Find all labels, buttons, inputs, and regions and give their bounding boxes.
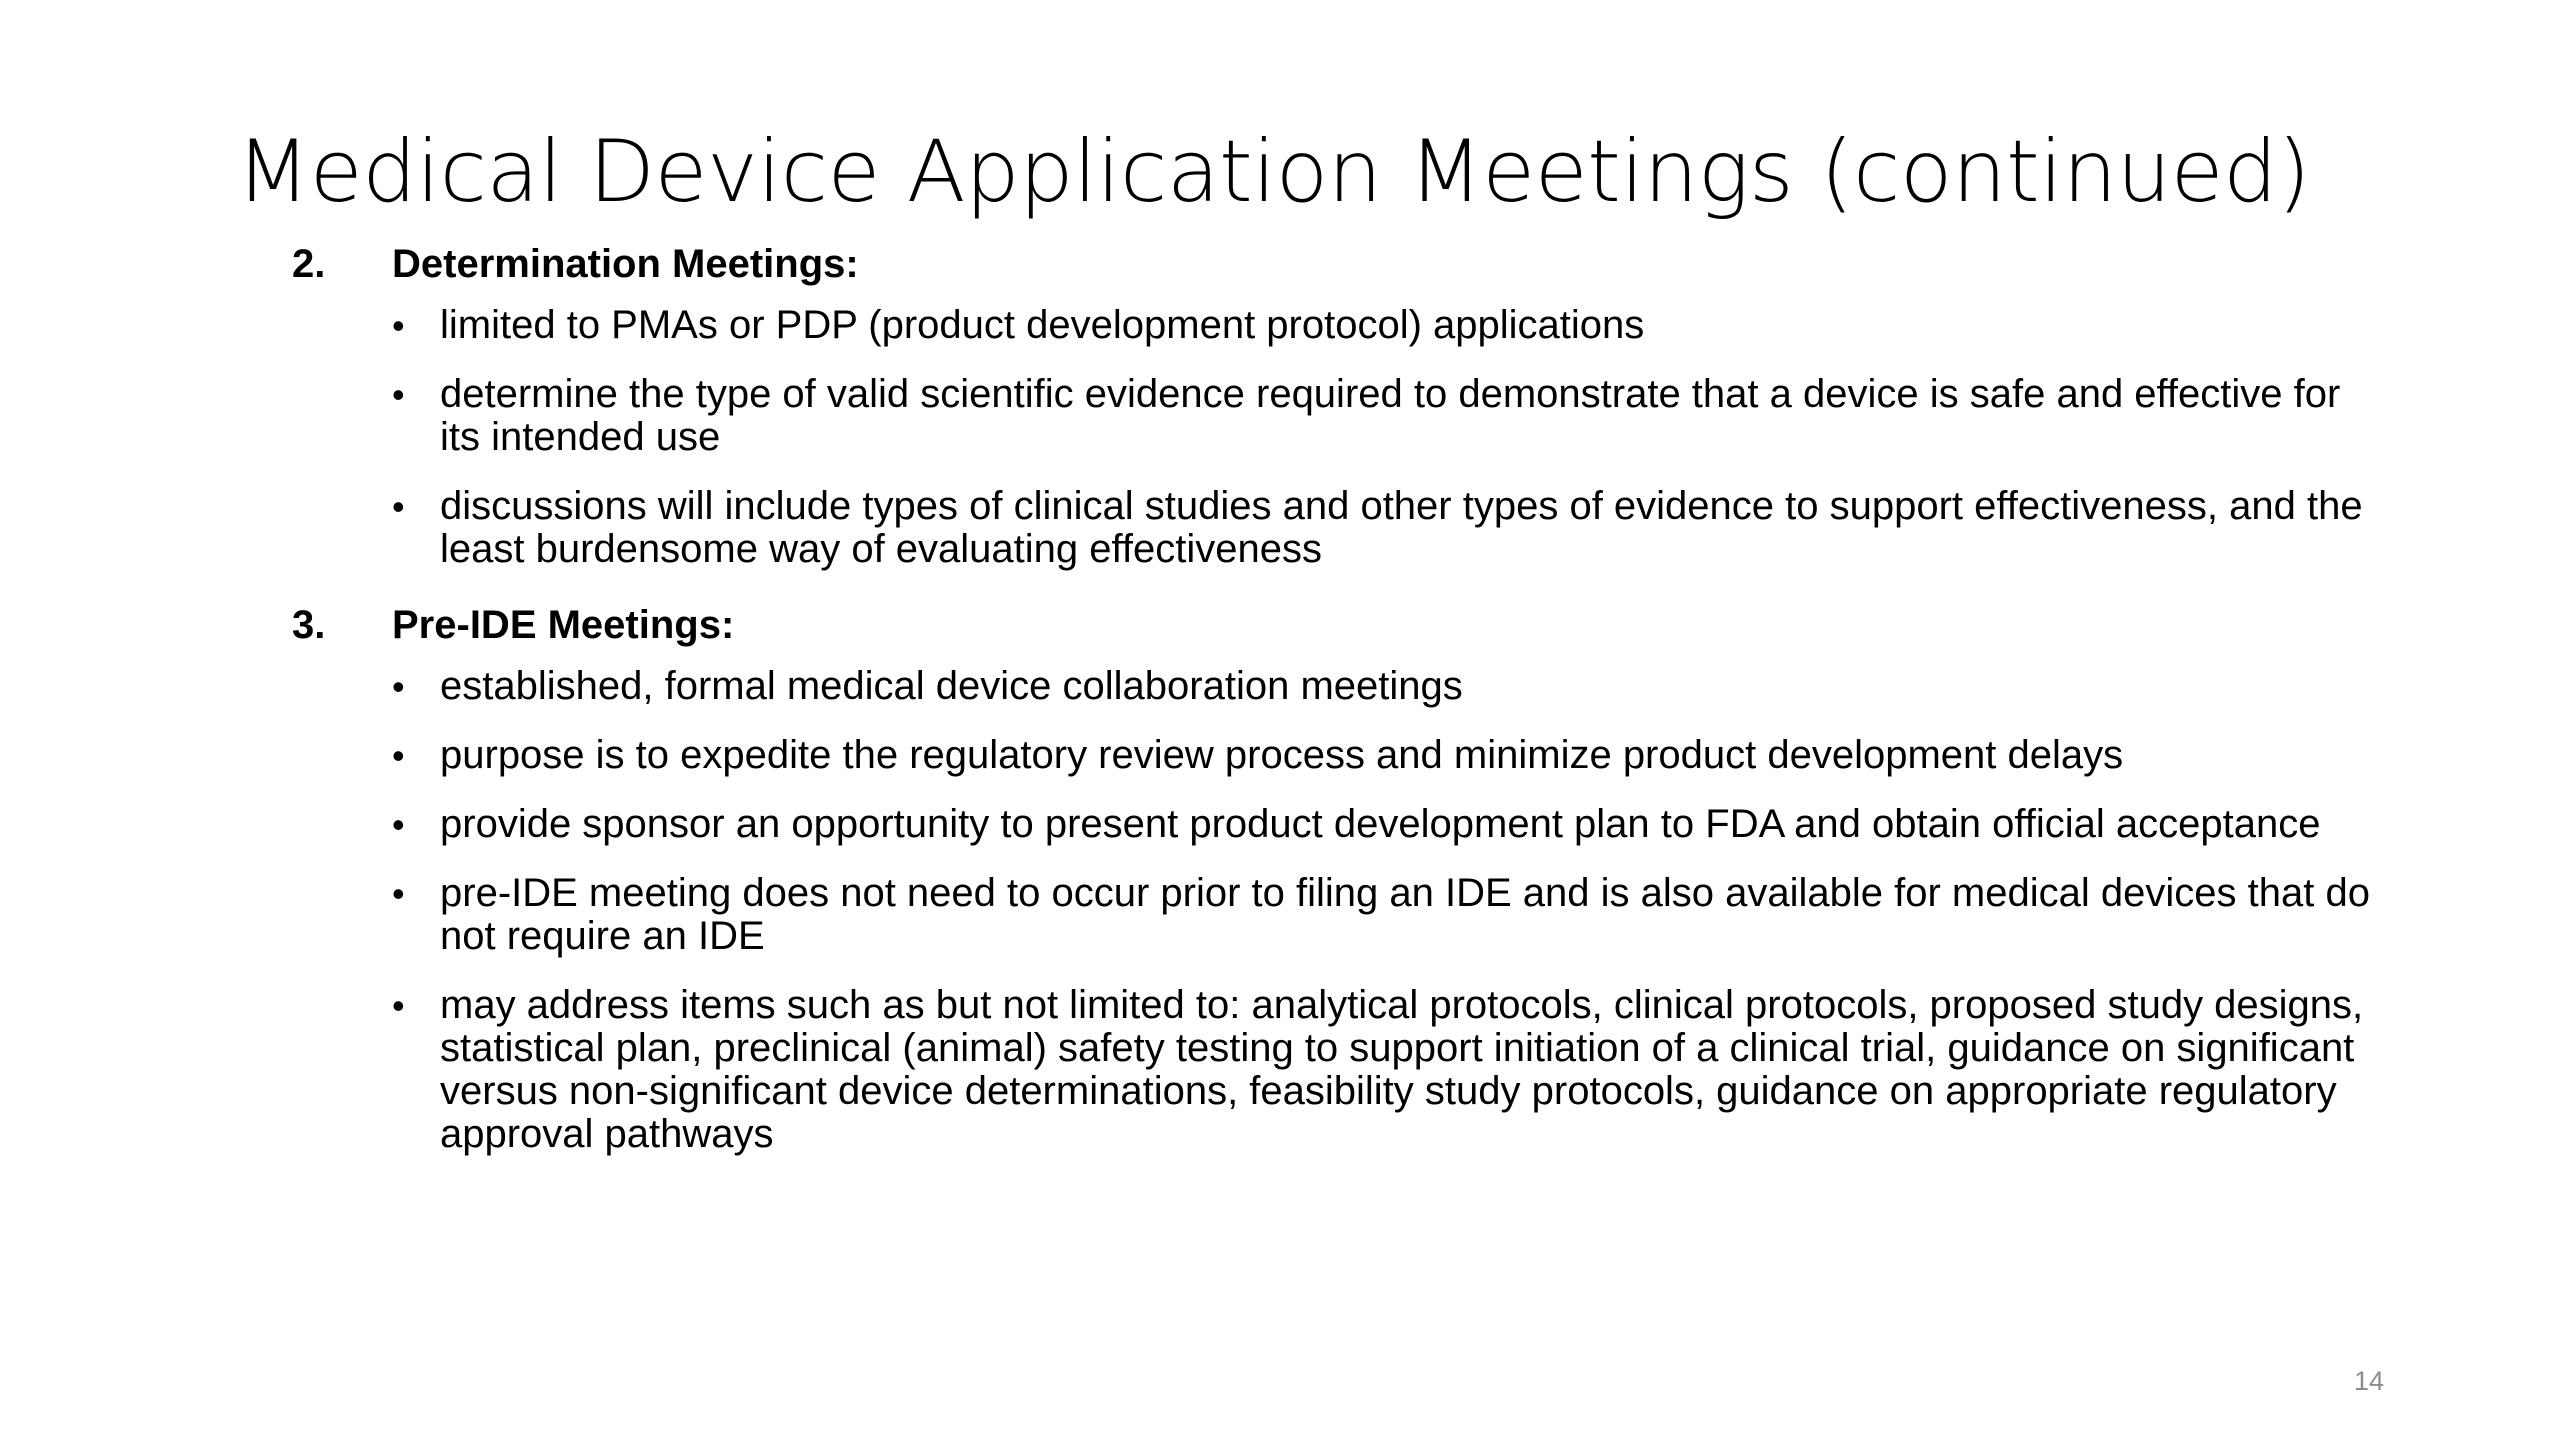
bullet-icon: •	[392, 873, 405, 914]
bullet-icon: •	[392, 985, 405, 1026]
slide-content	[292, 236, 2412, 1182]
section-heading-label: Determination Meetings:	[392, 242, 859, 286]
bullet-text: provide sponsor an opportunity to present product development plan to FDA and obtain official acceptance	[440, 802, 2321, 846]
list-item	[392, 373, 2412, 459]
bullet-icon: •	[392, 666, 405, 707]
section-heading-label: Pre-IDE Meetings:	[392, 603, 735, 647]
list-item	[392, 984, 2412, 1156]
section-pre-ide-meetings	[292, 597, 2412, 1156]
section-determination-meetings	[292, 236, 2412, 571]
list-item	[392, 304, 2412, 347]
bullet-text: discussions will include types of clinical studies and other types of evidence to support effectiveness, and the least burdensome way of evaluating effectiveness	[440, 484, 2363, 571]
list-item	[392, 734, 2412, 777]
list-item	[392, 485, 2412, 571]
bullet-icon: •	[392, 305, 405, 346]
bullet-text: limited to PMAs or PDP (product development protocol) applications	[440, 303, 1645, 347]
slide-title: Medical Device Application Meetings (continued)	[236, 122, 2311, 222]
list-item	[392, 665, 2412, 708]
bullet-list	[292, 304, 2412, 571]
bullet-icon: •	[392, 486, 405, 527]
section-number: 3.	[292, 603, 326, 647]
section-heading	[292, 597, 2412, 653]
bullet-text: may address items such as but not limited to: analytical protocols, clinical protocols, proposed study designs, statistical plan, preclinical (animal) safety testing to support initiation of a clinical trial, guidance on significant versus non-significant device determinations, feasibility study protocols, guidance on appropriate regulatory approval pathways	[440, 983, 2364, 1156]
list-item	[392, 872, 2412, 958]
bullet-text: pre-IDE meeting does not need to occur prior to filing an IDE and is also available for medical devices that do not require an IDE	[440, 871, 2370, 958]
bullet-icon: •	[392, 804, 405, 845]
bullet-icon: •	[392, 374, 405, 415]
bullet-text: established, formal medical device collaboration meetings	[440, 664, 1463, 708]
bullet-text: determine the type of valid scientific evidence required to demonstrate that a device is safe and effective for its intended use	[440, 372, 2341, 459]
bullet-list	[292, 665, 2412, 1156]
bullet-icon: •	[392, 735, 405, 776]
section-heading	[292, 236, 2412, 292]
section-number: 2.	[292, 242, 326, 286]
bullet-text: purpose is to expedite the regulatory review process and minimize product development delays	[440, 733, 2124, 777]
list-item	[392, 803, 2412, 846]
page-number: 14	[2353, 1366, 2384, 1396]
